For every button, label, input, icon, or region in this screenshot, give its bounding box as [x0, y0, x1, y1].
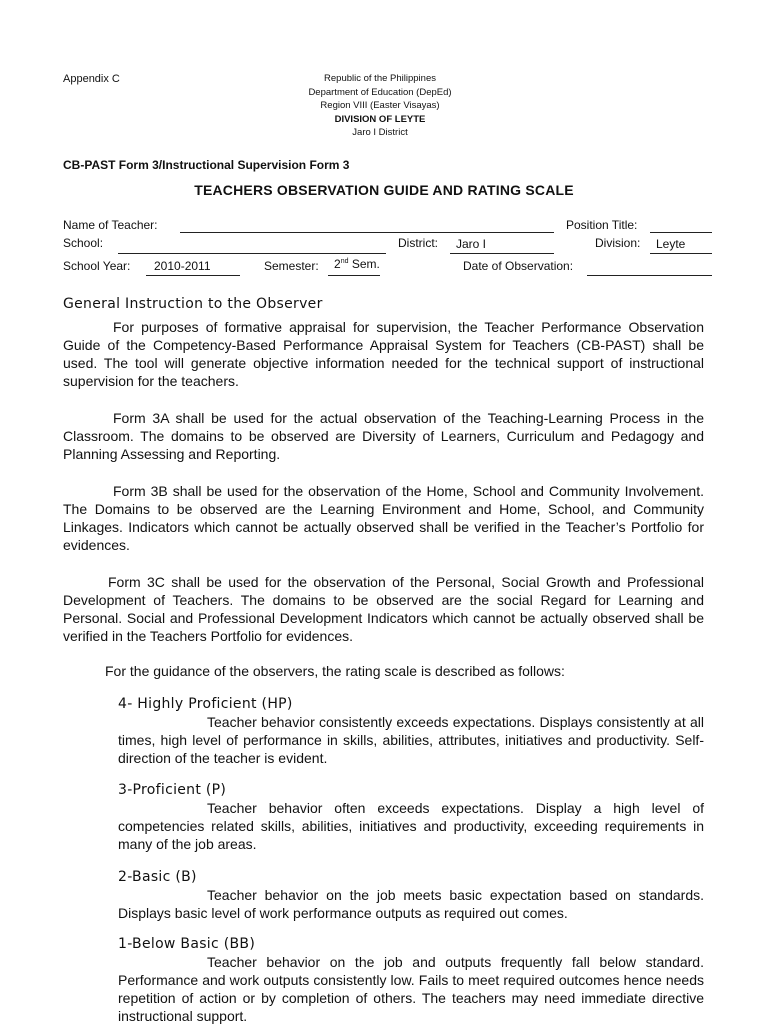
header-line-region: Region VIII (Easter Visayas) [320, 100, 440, 111]
header-line-department: Department of Education (DepEd) [308, 86, 452, 98]
observation-date-line [587, 275, 712, 276]
appendix-label: Appendix C [63, 73, 120, 85]
district-label: District: [398, 236, 438, 250]
agency-header [250, 72, 510, 140]
paragraph-text: Form 3A shall be used for the actual observation of the Teaching-Learning Process in the Classroom. The domains to be observed are Diversity of Learners, Curriculum and Pedagogy and Planning Assessing and Reporting. [63, 410, 704, 462]
semester-number: 2 [334, 257, 341, 271]
rating-desc-below-basic [118, 953, 704, 1025]
division-line [650, 253, 712, 254]
rating-desc-proficient [118, 799, 704, 853]
semester-ordinal: nd [340, 258, 349, 265]
instruction-heading: General Instruction to the Observer [63, 296, 323, 312]
rating-desc-text: Teacher behavior on the job and outputs frequently fall below standard. Performance and work outputs consistently low. Fails to meet required outcomes hence needs repetition of action or by completion of others. The teachers may need immediate directive instructional support. [118, 954, 704, 1024]
semester-label: Semester: [264, 259, 319, 273]
instruction-paragraph-2 [63, 409, 704, 463]
paragraph-text: For purposes of formative appraisal for supervision, the Teacher Performance Observation Guide of the Competency-Based Performance Appraisal System for Teachers (CB-PAST) shall be used. The tool will generate objective information needed for the technical support of instructional supervision for the teachers. [63, 319, 704, 389]
rating-desc-text: Teacher behavior on the job meets basic expectation based on standards. Displays basic level of work performance outputs as required out comes. [118, 887, 704, 921]
rating-desc-text: Teacher behavior consistently exceeds expectations. Displays consistently at all times, high level of performance in skills, abilities, attributes, initiatives and productivity. Self-direction of the teacher is evident. [118, 714, 704, 766]
paragraph-text: Form 3B shall be used for the observation of the Home, School and Community Involvement. The Domains to be observed are the Learning Environment and Home, School, and Community Linkages. Indicators which cannot be actually observed shall be verified in the Teacher’s Portfolio for evidences. [63, 483, 704, 553]
rating-title-highly-proficient: 4- Highly Proficient (HP) [118, 696, 293, 712]
school-line [118, 253, 386, 254]
district-value: Jaro I [456, 237, 487, 251]
document-title: TEACHERS OBSERVATION GUIDE AND RATING SCALE [194, 182, 574, 198]
school-year-value: 2010-2011 [154, 259, 211, 273]
school-year-label: School Year: [63, 259, 131, 273]
teacher-name-line [180, 232, 554, 233]
semester-line [328, 275, 380, 276]
rating-desc-basic [118, 886, 704, 922]
district-line [450, 253, 554, 254]
rating-desc-highly-proficient [118, 713, 704, 767]
rating-title-basic: 2-Basic (B) [118, 869, 197, 885]
position-title-label: Position Title: [566, 218, 638, 232]
school-year-line [146, 275, 240, 276]
division-value: Leyte [656, 237, 686, 251]
paragraph-text: Form 3C shall be used for the observation of the Personal, Social Growth and Professional Development of Teachers. The domains to be observed are the social Regard for Learning and Personal. Social and Professional Development Indicators which cannot be actually observed shall be verified in the Teachers Portfolio for evidences. [63, 574, 704, 644]
division-label: Division: [595, 236, 641, 250]
teacher-name-label: Name of Teacher: [63, 218, 158, 232]
header-line-republic: Republic of the Philippines [324, 73, 436, 84]
semester-value [334, 257, 380, 271]
form-code: CB-PAST Form 3/Instructional Supervision Form 3 [63, 158, 350, 172]
observation-date-label: Date of Observation: [463, 259, 574, 273]
semester-suffix: Sem. [348, 257, 380, 271]
rating-desc-text: Teacher behavior often exceeds expectations. Display a high level of competencies related skills, abilities, initiatives and productivity, exceeding requirements in many of the job areas. [118, 800, 704, 852]
instruction-paragraph-4 [63, 573, 704, 645]
instruction-paragraph-1 [63, 318, 704, 390]
position-title-line [650, 232, 712, 233]
school-label: School: [63, 236, 104, 250]
instruction-paragraph-3 [63, 482, 704, 554]
rating-scale-intro: For the guidance of the observers, the rating scale is described as follows: [105, 663, 565, 679]
header-line-district: Jaro I District [352, 127, 408, 138]
rating-title-proficient: 3-Proficient (P) [118, 782, 227, 798]
header-line-division: DIVISION OF LEYTE [334, 113, 426, 125]
rating-title-below-basic: 1-Below Basic (BB) [118, 936, 256, 952]
